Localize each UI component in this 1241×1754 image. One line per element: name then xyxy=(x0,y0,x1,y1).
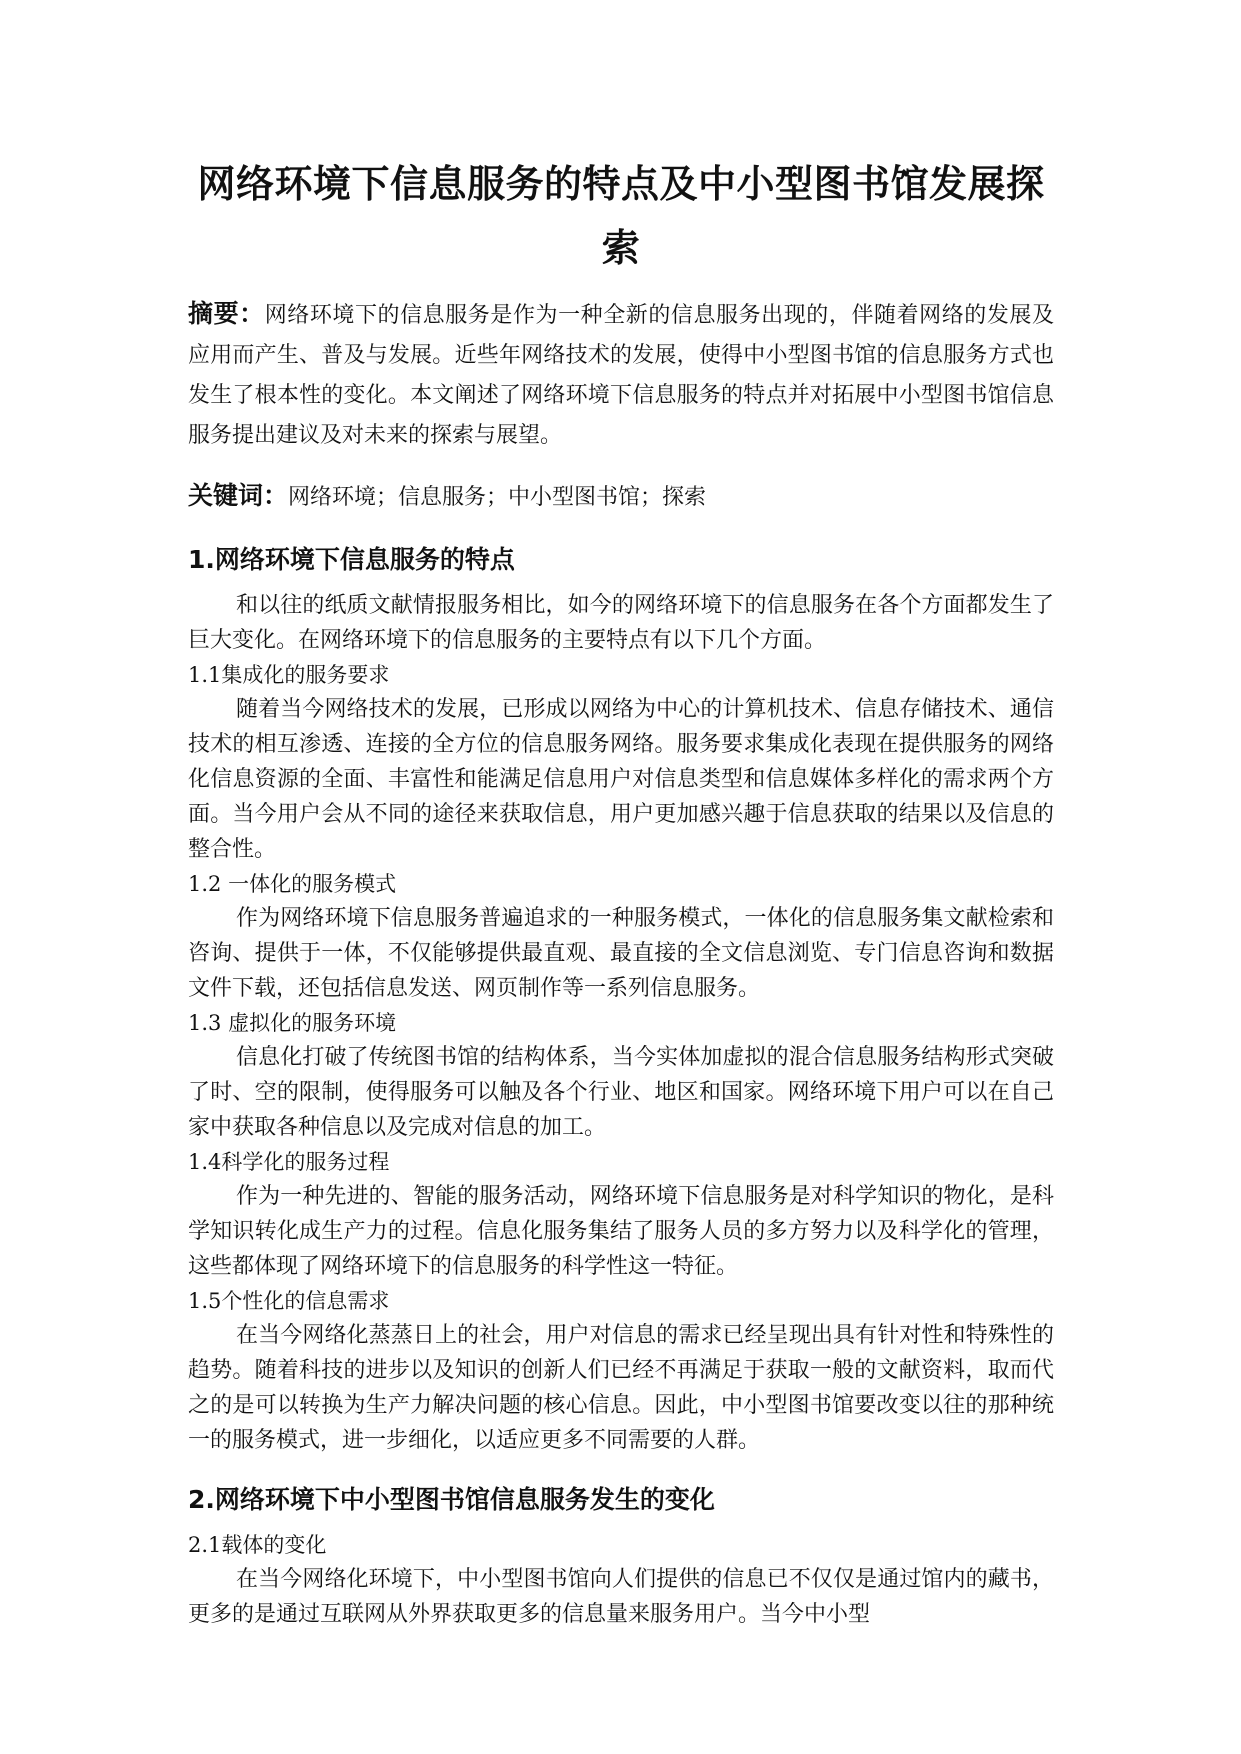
document-page xyxy=(188,152,1054,1632)
abstract xyxy=(188,294,1054,456)
subsection-body: 作为网络环境下信息服务普遍追求的一种服务模式，一体化的信息服务集文献检索和咨询、提供于一体，不仅能够提供最直观、最直接的全文信息浏览、专门信息咨询和数据文件下载，还包括信息发送、网页制作等一系列信息服务。 xyxy=(188,906,1054,1001)
subsection-heading: 1.5个性化的信息需求 xyxy=(188,1289,390,1313)
subsection-body: 在当今网络化环境下，中小型图书馆向人们提供的信息已不仅仅是通过馆内的藏书，更多的是通过互联网从外界获取更多的信息量来服务用户。当今中小型 xyxy=(188,1567,1054,1627)
subsection-heading: 1.1集成化的服务要求 xyxy=(188,663,390,687)
paper-title: 网络环境下信息服务的特点及中小型图书馆发展探索 xyxy=(197,162,1045,270)
subsection-heading: 1.3 虚拟化的服务环境 xyxy=(188,1011,397,1035)
section-heading: 2.网络环境下中小型图书馆信息服务发生的变化 xyxy=(188,1485,715,1514)
keywords xyxy=(188,476,1054,518)
subsection-heading: 2.1载体的变化 xyxy=(188,1533,327,1557)
section-intro: 和以往的纸质文献情报服务相比，如今的网络环境下的信息服务在各个方面都发生了巨大变化。在网络环境下的信息服务的主要特点有以下几个方面。 xyxy=(188,593,1054,653)
keywords-text: 网络环境；信息服务；中小型图书馆；探索 xyxy=(288,485,707,510)
subsection-heading: 1.2 一体化的服务模式 xyxy=(188,872,397,896)
subsection-body: 随着当今网络技术的发展，已形成以网络为中心的计算机技术、信息存储技术、通信技术的相互渗透、连接的全方位的信息服务网络。服务要求集成化表现在提供服务的网络化信息资源的全面、丰富性和能满足信息用户对信息类型和信息媒体多样化的需求两个方面。当今用户会从不同的途径来获取信息，用户更加感兴趣于信息获取的结果以及信息的整合性。 xyxy=(188,697,1054,862)
section-heading: 1.网络环境下信息服务的特点 xyxy=(188,545,515,574)
subsection-body: 作为一种先进的、智能的服务活动，网络环境下信息服务是对科学知识的物化，是科学知识转化成生产力的过程。信息化服务集结了服务人员的多方努力以及科学化的管理，这些都体现了网络环境下的信息服务的科学性这一特征。 xyxy=(188,1184,1054,1279)
abstract-label: 摘要： xyxy=(188,299,265,328)
abstract-text: 网络环境下的信息服务是作为一种全新的信息服务出现的，伴随着网络的发展及应用而产生、普及与发展。近些年网络技术的发展，使得中小型图书馆的信息服务方式也发生了根本性的变化。本文阐述了网络环境下信息服务的特点并对拓展中小型图书馆信息服务提出建议及对未来的探索与展望。 xyxy=(188,303,1054,448)
subsection-heading: 1.4科学化的服务过程 xyxy=(188,1150,390,1174)
subsection-body: 在当今网络化蒸蒸日上的社会，用户对信息的需求已经呈现出具有针对性和特殊性的趋势。随着科技的进步以及知识的创新人们已经不再满足于获取一般的文献资料，取而代之的是可以转换为生产力解决问题的核心信息。因此，中小型图书馆要改变以往的那种统一的服务模式，进一步细化，以适应更多不同需要的人群。 xyxy=(188,1323,1054,1453)
keywords-label: 关键词： xyxy=(188,481,289,510)
subsection-body: 信息化打破了传统图书馆的结构体系，当今实体加虚拟的混合信息服务结构形式突破了时、空的限制，使得服务可以触及各个行业、地区和国家。网络环境下用户可以在自己家中获取各种信息以及完成对信息的加工。 xyxy=(188,1045,1054,1140)
